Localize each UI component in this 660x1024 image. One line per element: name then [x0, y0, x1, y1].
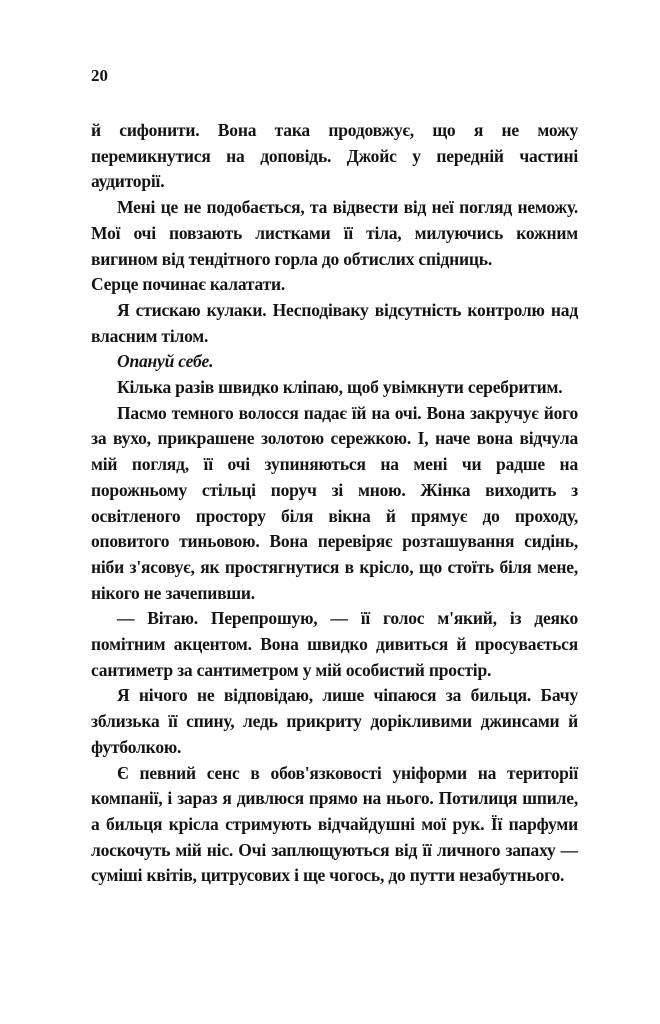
- paragraph-9: Я нічого не відповідаю, лише чіпаюся за бильця. Бачу зблизька її спину, ледь прикриту дорікливими джинсами й футболкою.: [91, 685, 578, 757]
- paragraph-6: Кілька разів швидко кліпаю, щоб увімкнути серебритим.: [117, 377, 563, 398]
- paragraph-7: Пасмо темного волосся падає їй на очі. Вона закручує його за вухо, прикрашене золотою сережкою. І, наче вона відчула мій погляд, її очі зупиняються на мені чи радше на порожньому стільці поруч зі мною. Жінка виходить з освітленого простору біля вікна й прямує до проходу, оповитого тиньовою. Вона перевіряє розташування сидінь, ніби з'ясовує, як простягнутися в крісло, що стоїть біля мене, нікого не зачепивши.: [91, 402, 578, 603]
- paragraph-5-italic: Опануй себе.: [117, 351, 214, 372]
- paragraph-10: Є певний сенс в обов'язковості уніформи на території компанії, і зараз я дивлюся прямо на нього. Потилиця шпиле, а бильця крісла стримують відчайдушні мої рук. Її парфуми лоскочуть мій ніс. Очі заплющуються від її личного запаху — суміші квітів, цитрусових і ще чогось, до путти незабутнього.: [91, 762, 578, 886]
- paragraph-3: Серце починає калатати.: [91, 274, 286, 295]
- body-text: [91, 118, 578, 889]
- paragraph-2: Мені це не подобається, та відвести від неї погляд неможу. Мої очі повзають листками її тіла, милуючись кожним вигином від тендітного горла до обтислих спідниць.: [91, 197, 578, 269]
- paragraph-8-dialogue: — Вітаю. Перепрошую, — її голос м'який, із деяко помітним акцентом. Вона швидко дивиться й просувається сантиметр за сантиметром у мій особистий простір.: [91, 608, 578, 680]
- page-number: 20: [91, 66, 108, 85]
- paragraph-1: й сифонити. Вона така продовжує, що я не можу перемикнутися на доповідь. Джойс у передній частині аудиторії.: [91, 120, 578, 192]
- paragraph-4: Я стискаю кулаки. Несподіваку відсутність контролю над власним тілом.: [91, 299, 578, 346]
